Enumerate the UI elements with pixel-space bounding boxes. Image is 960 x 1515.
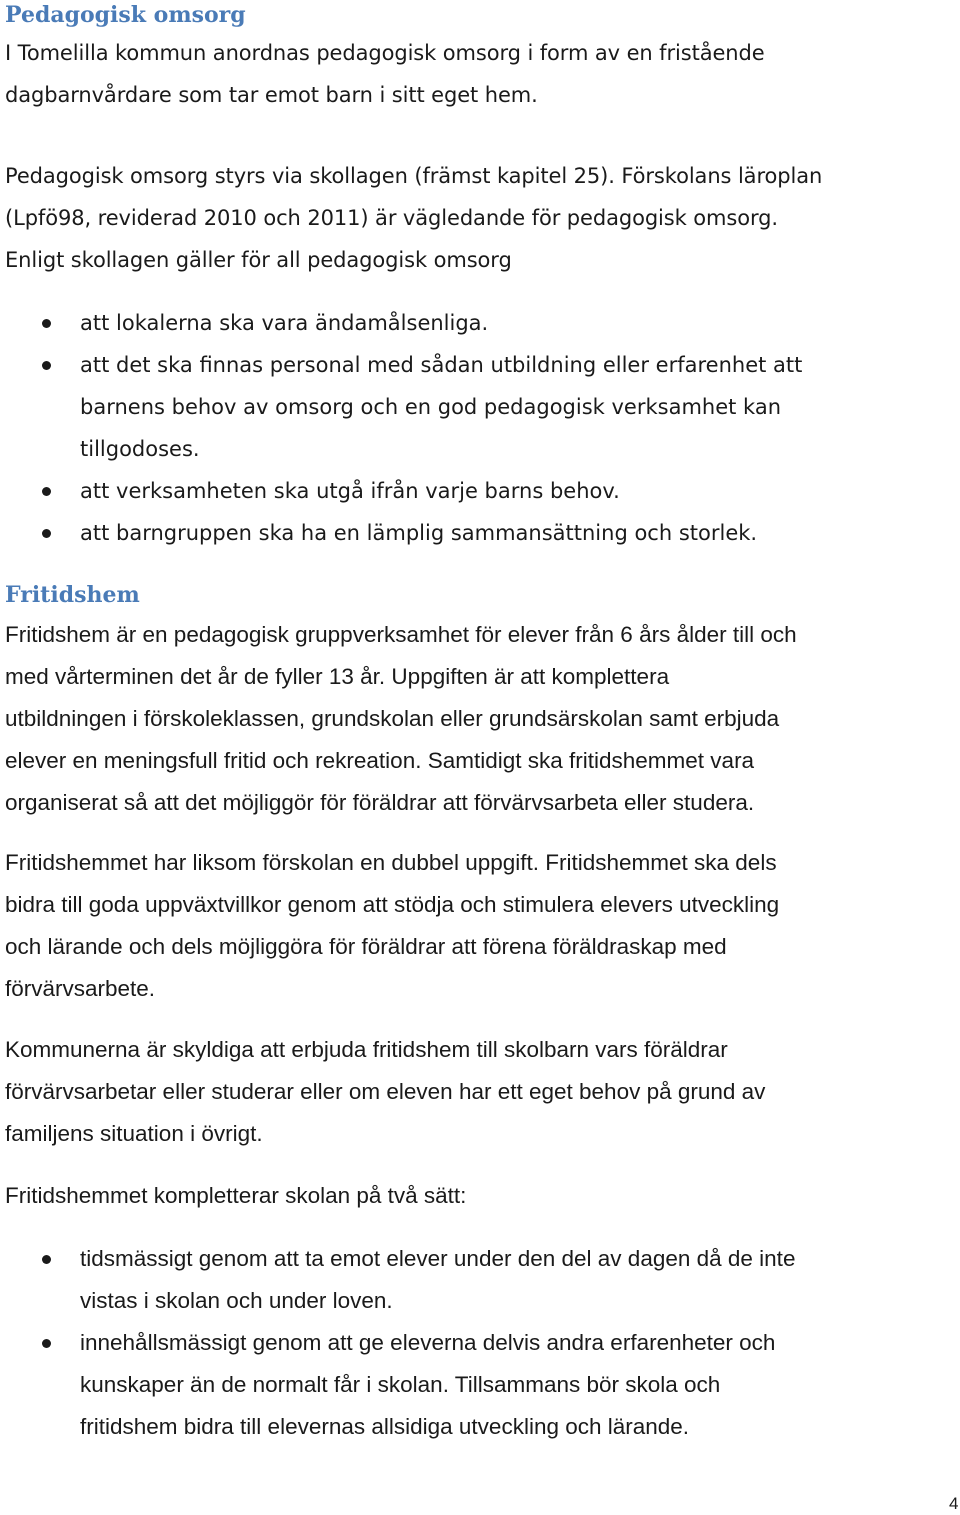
text-line: Enligt skollagen gäller för all pedagogisk omsorg <box>5 248 512 272</box>
page-number: 4 <box>949 1494 959 1513</box>
paragraph-kompletterar <box>5 1175 466 1217</box>
paragraph-dubbel-uppgift <box>5 842 779 1010</box>
text-line: förvärvsarbete. <box>5 976 156 1001</box>
text-line: Pedagogisk omsorg styrs via skollagen (främst kapitel 25). Förskolans läroplan <box>5 164 823 188</box>
bullet-list-complement <box>0 1238 795 1448</box>
text-line: bidra till goda uppväxtvillkor genom att stödja och stimulera elevers utveckling <box>5 892 780 917</box>
list-item: innehållsmässigt genom att ge eleverna delvis andra erfarenheter och <box>0 1322 795 1364</box>
text-line: Kommunerna är skyldiga att erbjuda fritidshem till skolbarn vars föräldrar <box>5 1037 728 1062</box>
list-item-continuation: kunskaper än de normalt får i skolan. Tillsammans bör skola och <box>80 1372 721 1397</box>
text-line: organiserat så att det möjliggör för föräldrar att förvärvsarbeta eller studera. <box>5 790 755 815</box>
text-line: elever en meningsfull fritid och rekreation. Samtidigt ska fritidshemmet vara <box>5 748 755 773</box>
text-line: familjens situation i övrigt. <box>5 1121 263 1146</box>
list-item: att barngruppen ska ha en lämplig sammansättning och storlek. <box>0 512 802 554</box>
text-line: Fritidshemmet har liksom förskolan en dubbel uppgift. Fritidshemmet ska dels <box>5 850 777 875</box>
list-item: att verksamheten ska utgå ifrån varje barns behov. <box>0 470 802 512</box>
text-line: förvärvsarbetar eller studerar eller om eleven har ett eget behov på grund av <box>5 1079 766 1104</box>
paragraph-styrning <box>5 155 822 281</box>
bullet-icon <box>42 361 51 370</box>
paragraph-fritidshem-definition <box>5 614 797 824</box>
list-item: att lokalerna ska vara ändamålsenliga. <box>0 302 802 344</box>
bullet-icon <box>42 487 51 496</box>
bullet-list-requirements <box>0 302 802 554</box>
heading-fritidshem: Fritidshem <box>5 582 140 608</box>
paragraph-kommunerna <box>5 1029 765 1155</box>
bullet-icon <box>42 1255 51 1264</box>
list-item-continuation: barnens behov av omsorg och en god pedagogisk verksamhet kan <box>80 395 782 419</box>
text-line: dagbarnvårdare som tar emot barn i sitt eget hem. <box>5 83 538 107</box>
bullet-icon <box>42 319 51 328</box>
list-item-continuation: vistas i skolan och under loven. <box>80 1288 393 1313</box>
text-line: utbildningen i förskoleklassen, grundskolan eller grundsärskolan samt erbjuda <box>5 706 780 731</box>
list-item: att det ska finnas personal med sådan utbildning eller erfarenhet att <box>0 344 802 386</box>
text-line: (Lpfö98, reviderad 2010 och 2011) är vägledande för pedagogisk omsorg. <box>5 206 778 230</box>
text-line: I Tomelilla kommun anordnas pedagogisk omsorg i form av en fristående <box>5 41 765 65</box>
text-line: Fritidshem är en pedagogisk gruppverksamhet för elever från 6 års ålder till och <box>5 622 797 647</box>
bullet-icon <box>42 1339 51 1348</box>
list-item: tidsmässigt genom att ta emot elever under den del av dagen då de inte <box>0 1238 795 1280</box>
text-line: Fritidshemmet kompletterar skolan på två sätt: <box>5 1183 467 1208</box>
text-line: och lärande och dels möjliggöra för föräldrar att förena föräldraskap med <box>5 934 727 959</box>
heading-pedagogisk-omsorg: Pedagogisk omsorg <box>5 2 246 28</box>
list-item-continuation: tillgodoses. <box>80 437 200 461</box>
bullet-icon <box>42 529 51 538</box>
text-line: med vårterminen det år de fyller 13 år. Uppgiften är att komplettera <box>5 664 670 689</box>
list-item-continuation: fritidshem bidra till elevernas allsidiga utveckling och lärande. <box>80 1414 690 1439</box>
paragraph-intro <box>5 32 765 116</box>
